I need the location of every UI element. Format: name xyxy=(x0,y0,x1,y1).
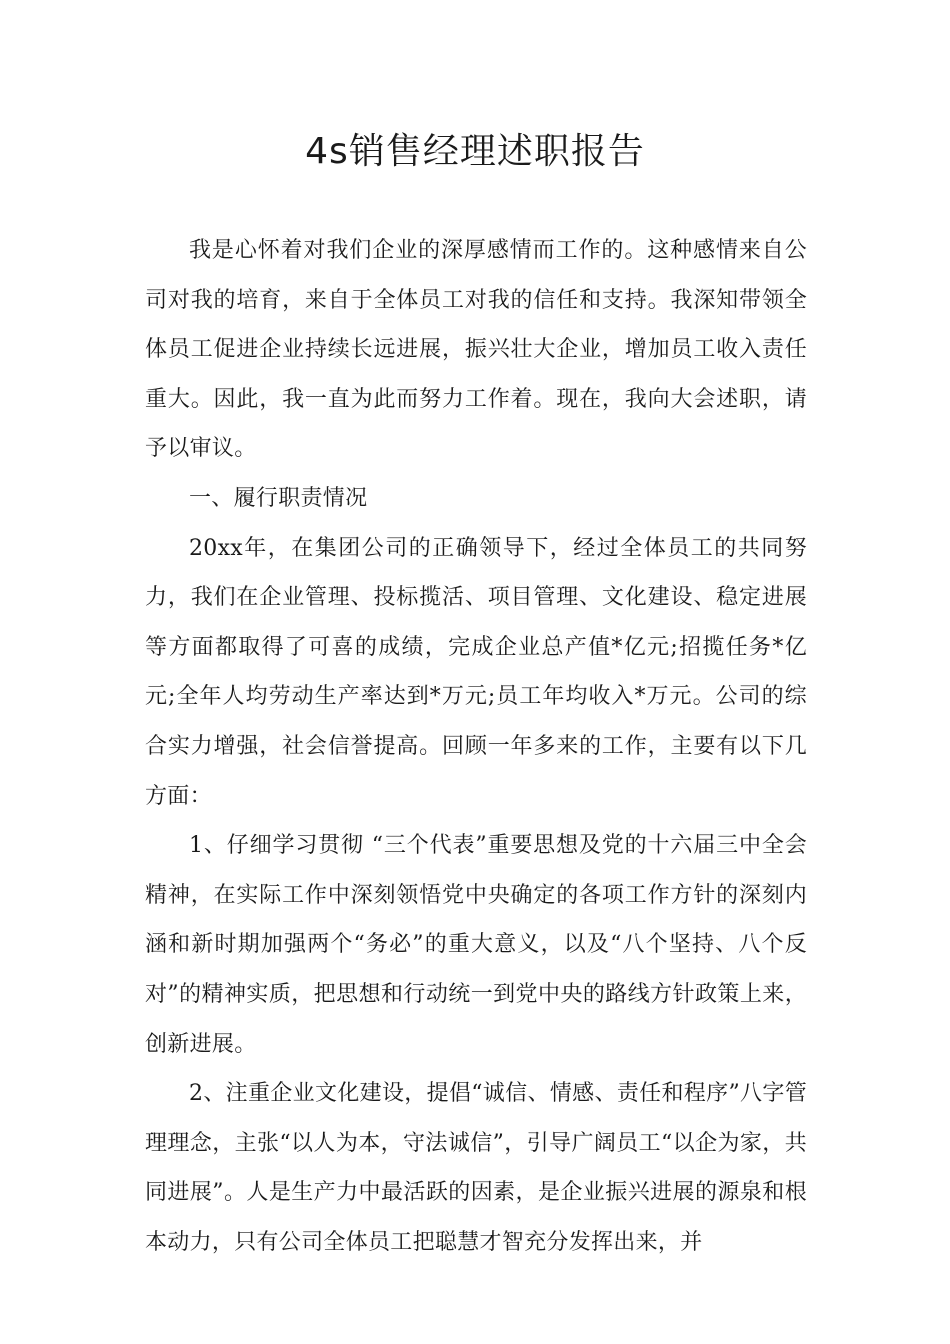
document-title: 4s销售经理述职报告 xyxy=(305,131,645,172)
section-heading-duties: 一、履行职责情况 xyxy=(189,485,368,511)
document-body xyxy=(145,226,807,1267)
paragraph-item-2: 2、注重企业文化建设，提倡“诚信、情感、责任和程序”八字管理理念，主张“以人为本，守法诚信”，引导广阔员工“以企为家，共同进展”。人是生产力中最活跃的因素，是企业振兴进展的源泉和根本动力，只有公司全体员工把聪慧才智充分发挥出来，并 xyxy=(145,1081,807,1255)
paragraph-intro: 我是心怀着对我们企业的深厚感情而工作的。这种感情来自公司对我的培育，来自于全体员工对我的信任和支持。我深知带领全体员工促进企业持续长远进展，振兴壮大企业，增加员工收入责任重大。因此，我一直为此而努力工作着。现在，我向大会述职，请予以审议。 xyxy=(145,238,807,462)
paragraph-item-1: 1、仔细学习贯彻 “三个代表”重要思想及党的十六届三中全会精神，在实际工作中深刻领悟党中央确定的各项工作方针的深刻内涵和新时期加强两个“务必”的重大意义，以及“八个坚持、八个反对”的精神实质，把思想和行动统一到党中央的路线方针政策上来，创新进展。 xyxy=(145,833,807,1057)
paragraph-achievements: 20xx年，在集团公司的正确领导下，经过全体员工的共同努力，我们在企业管理、投标揽活、项目管理、文化建设、稳定进展等方面都取得了可喜的成绩，完成企业总产值*亿元;招揽任务*亿元;全年人均劳动生产率达到*万元;员工年均收入*万元。公司的综合实力增强，社会信誉提高。回顾一年多来的工作，主要有以下几方面： xyxy=(145,535,807,809)
